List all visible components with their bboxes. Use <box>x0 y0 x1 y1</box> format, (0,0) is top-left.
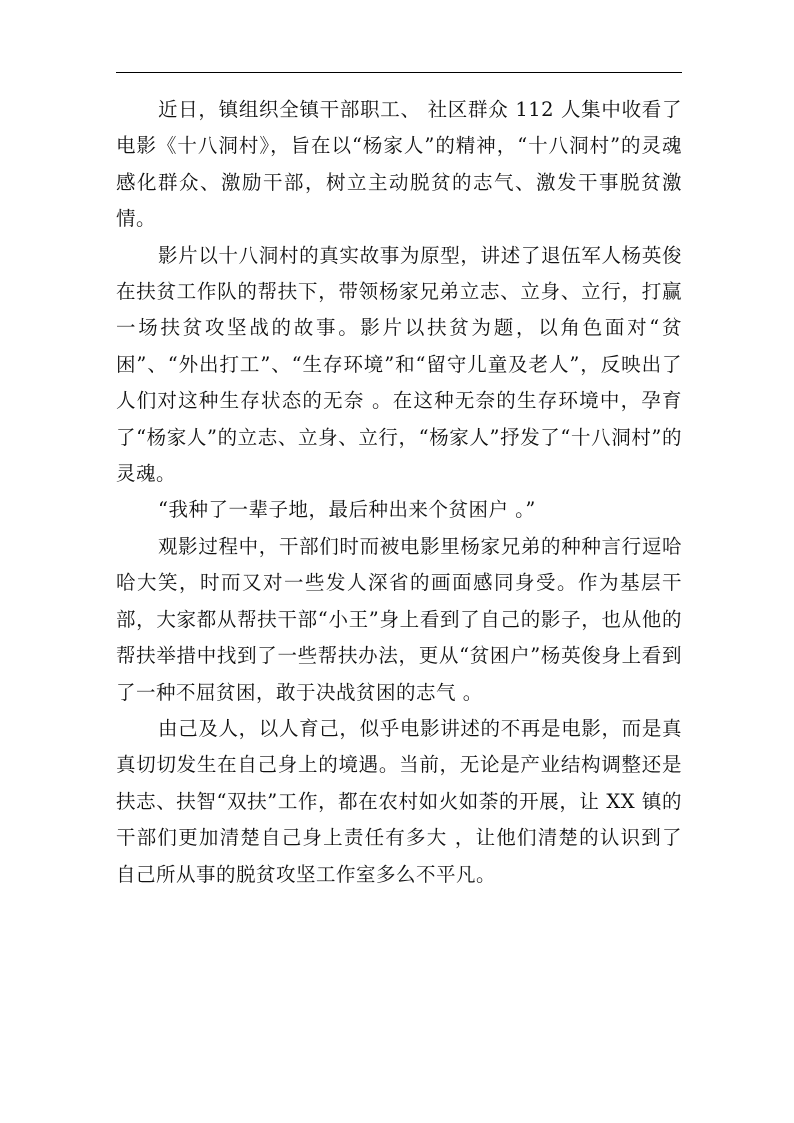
article-body <box>116 92 682 893</box>
paragraph-viewing-reaction: 观影过程中，干部们时而被电影里杨家兄弟的种种言行逗哈哈大笑，时而又对一些发人深省的画面感同身受。作为基层干部，大家都从帮扶干部“小王”身上看到了自己的影子，也从他的帮扶举措中找到了一些帮扶办法，更从“贫困户”杨英俊身上看到了一种不屈贫困，敢于决战贫困的志气 。 <box>116 534 682 704</box>
paragraph-film-summary: 影片以十八洞村的真实故事为原型，讲述了退伍军人杨英俊在扶贫工作队的帮扶下，带领杨家兄弟立志、立身、立行，打赢一场扶贫攻坚战的故事。影片以扶贫为题，以角色面对“贫困”、“外出打工”、“生存环境”和“留守儿童及老人”，反映出了人们对这种生存状态的无奈 。在这种无奈的生存环境中，孕育了“杨家人”的立志、立身、立行，“杨家人”抒发了“十八洞村”的灵魂。 <box>116 243 682 486</box>
paragraph-intro: 近日，镇组织全镇干部职工、 社区群众 112 人集中收看了电影《十八洞村》，旨在以“杨家人”的精神，“十八洞村”的灵魂感化群众、激励干部，树立主动脱贫的志气、激发干事脱贫激情。 <box>116 98 682 231</box>
paragraph-quote: “我种了一辈子地，最后种出来个贫困户 。” <box>158 498 536 522</box>
header-rule <box>116 72 682 73</box>
paragraph-reflection: 由己及人，以人育己，似乎电影讲述的不再是电影，而是真真切切发生在自己身上的境遇。当前，无论是产业结构调整还是扶志、扶智“双扶”工作，都在农村如火如荼的开展，让 XX 镇的干部们更加清楚自己身上责任有多大 ，让他们清楚的认识到了自己所从事的脱贫攻坚工作室多么不平凡。 <box>116 716 682 886</box>
